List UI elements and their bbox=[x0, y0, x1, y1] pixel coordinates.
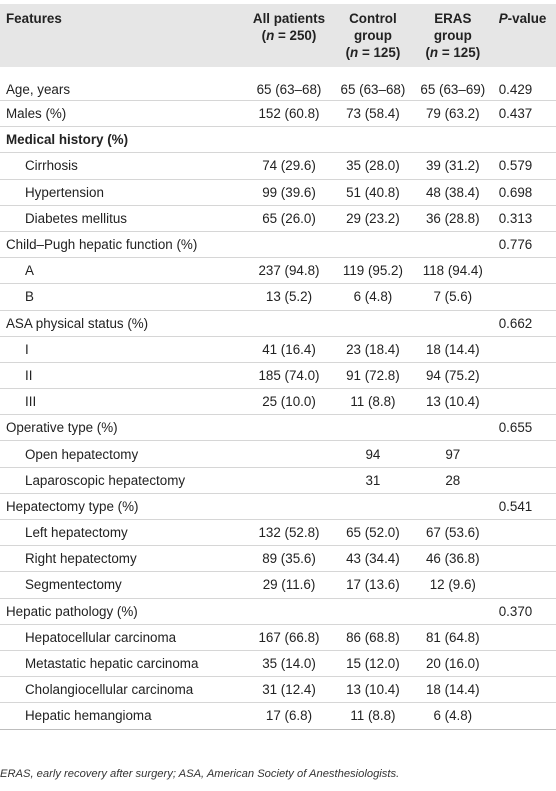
cell-feature: Diabetes mellitus bbox=[0, 205, 245, 231]
cell-eras-group bbox=[413, 127, 493, 153]
cell-control-group: 65 (63–68) bbox=[340, 82, 406, 97]
table-row bbox=[0, 336, 556, 362]
col-header-eras-line1: ERAS bbox=[434, 11, 472, 26]
cell-all-patients bbox=[245, 231, 333, 257]
cell-p-value: 0.370 bbox=[493, 598, 556, 624]
cell-control-group bbox=[333, 415, 413, 441]
cell-all-patients: 35 (14.0) bbox=[245, 650, 333, 676]
cell-all-patients: 132 (52.8) bbox=[245, 520, 333, 546]
cell-feature: Right hepatectomy bbox=[0, 546, 245, 572]
table-row bbox=[0, 362, 556, 388]
cell-p-value bbox=[493, 258, 556, 284]
cell-eras-group bbox=[413, 310, 493, 336]
cell-control-group: 29 (23.2) bbox=[333, 205, 413, 231]
cell-eras-group bbox=[413, 493, 493, 519]
cell-feature: Cholangiocellular carcinoma bbox=[0, 677, 245, 703]
cell-control-group: 73 (58.4) bbox=[333, 101, 413, 127]
table-row bbox=[0, 284, 556, 310]
cell-eras-group: 12 (9.6) bbox=[413, 572, 493, 598]
cell-control-group: 13 (10.4) bbox=[333, 677, 413, 703]
cell-control-group bbox=[333, 127, 413, 153]
cell-all-patients: 185 (74.0) bbox=[245, 362, 333, 388]
cell-p-value bbox=[493, 389, 556, 415]
cell-eras-group: 48 (38.4) bbox=[413, 179, 493, 205]
col-header-all-patients bbox=[245, 4, 333, 67]
cell-feature: Males (%) bbox=[0, 101, 245, 127]
cell-eras-group bbox=[413, 598, 493, 624]
cell-control-group: 17 (13.6) bbox=[333, 572, 413, 598]
cell-eras-group: 97 bbox=[413, 441, 493, 467]
cell-eras-group: 7 (5.6) bbox=[413, 284, 493, 310]
table-row bbox=[0, 598, 556, 624]
table-row bbox=[0, 67, 556, 101]
col-header-eras-line2: group bbox=[433, 28, 472, 43]
cell-feature: Hepatic hemangioma bbox=[0, 703, 245, 729]
cell-p-value bbox=[493, 441, 556, 467]
cell-p-value: 0.655 bbox=[493, 415, 556, 441]
cell-p-value: 0.313 bbox=[493, 205, 556, 231]
table-body bbox=[0, 67, 556, 729]
cell-feature: Segmentectomy bbox=[0, 572, 245, 598]
cell-all-patients: 41 (16.4) bbox=[245, 336, 333, 362]
table-row bbox=[0, 258, 556, 284]
cell-p-value: 0.541 bbox=[493, 493, 556, 519]
cell-control-group: 15 (12.0) bbox=[333, 650, 413, 676]
table-row bbox=[0, 310, 556, 336]
table-row bbox=[0, 624, 556, 650]
table-header bbox=[0, 4, 556, 67]
cell-control-group bbox=[333, 310, 413, 336]
col-header-control-line2: group bbox=[353, 28, 392, 43]
cell-feature: III bbox=[0, 389, 245, 415]
table-row bbox=[0, 703, 556, 729]
table-row bbox=[0, 389, 556, 415]
cell-all-patients: 65 (63–68) bbox=[256, 82, 322, 97]
col-header-control-line3: (n = 125) bbox=[345, 45, 401, 60]
table-row bbox=[0, 546, 556, 572]
cell-eras-group: 28 bbox=[413, 467, 493, 493]
cell-feature: Operative type (%) bbox=[0, 415, 245, 441]
cell-feature: Hepatic pathology (%) bbox=[0, 598, 245, 624]
cell-eras-group: 79 (63.2) bbox=[413, 101, 493, 127]
cell-p-value bbox=[493, 127, 556, 153]
cell-eras-group: 67 (53.6) bbox=[413, 520, 493, 546]
cell-eras-group: 13 (10.4) bbox=[413, 389, 493, 415]
cell-control-group: 51 (40.8) bbox=[333, 179, 413, 205]
col-header-p-value-text: P-value bbox=[498, 11, 547, 26]
cell-feature: Left hepatectomy bbox=[0, 520, 245, 546]
cell-all-patients bbox=[245, 441, 333, 467]
cell-eras-group: 65 (63–69) bbox=[420, 82, 486, 97]
cell-eras-group: 18 (14.4) bbox=[413, 336, 493, 362]
cell-p-value bbox=[493, 284, 556, 310]
cell-p-value: 0.429 bbox=[498, 82, 533, 97]
cell-all-patients: 152 (60.8) bbox=[245, 101, 333, 127]
cell-all-patients bbox=[245, 310, 333, 336]
cell-p-value bbox=[493, 677, 556, 703]
col-header-control-group bbox=[333, 4, 413, 67]
cell-all-patients: 74 (29.6) bbox=[245, 153, 333, 179]
cell-p-value: 0.662 bbox=[493, 310, 556, 336]
cell-all-patients: 13 (5.2) bbox=[245, 284, 333, 310]
cell-p-value: 0.579 bbox=[493, 153, 556, 179]
cell-control-group: 6 (4.8) bbox=[333, 284, 413, 310]
cell-all-patients bbox=[245, 415, 333, 441]
cell-feature: I bbox=[0, 336, 245, 362]
table-row bbox=[0, 205, 556, 231]
cell-all-patients bbox=[245, 467, 333, 493]
cell-feature: Laparoscopic hepatectomy bbox=[0, 467, 245, 493]
cell-eras-group: 81 (64.8) bbox=[413, 624, 493, 650]
cell-control-group: 35 (28.0) bbox=[333, 153, 413, 179]
cell-eras-group bbox=[413, 415, 493, 441]
table-row bbox=[0, 415, 556, 441]
cell-feature: Metastatic hepatic carcinoma bbox=[0, 650, 245, 676]
cell-p-value: 0.437 bbox=[493, 101, 556, 127]
table-row bbox=[0, 153, 556, 179]
cell-all-patients bbox=[245, 493, 333, 519]
cell-feature: Age, years bbox=[6, 82, 71, 97]
cell-all-patients: 29 (11.6) bbox=[245, 572, 333, 598]
cell-feature: Open hepatectomy bbox=[0, 441, 245, 467]
cell-control-group: 43 (34.4) bbox=[333, 546, 413, 572]
cell-p-value bbox=[493, 572, 556, 598]
table-footnote: ERAS, early recovery after surgery; ASA, American Society of Anesthesiologists. bbox=[0, 768, 400, 780]
table-row bbox=[0, 179, 556, 205]
table-row bbox=[0, 520, 556, 546]
cell-control-group: 11 (8.8) bbox=[333, 703, 413, 729]
cell-control-group: 91 (72.8) bbox=[333, 362, 413, 388]
cell-p-value bbox=[493, 624, 556, 650]
cell-all-patients bbox=[245, 127, 333, 153]
col-header-features-text: Features bbox=[6, 11, 62, 26]
cell-all-patients: 25 (10.0) bbox=[245, 389, 333, 415]
cell-feature: A bbox=[0, 258, 245, 284]
cell-all-patients: 65 (26.0) bbox=[245, 205, 333, 231]
table-row bbox=[0, 493, 556, 519]
cell-control-group: 23 (18.4) bbox=[333, 336, 413, 362]
cell-eras-group: 39 (31.2) bbox=[413, 153, 493, 179]
table-row bbox=[0, 650, 556, 676]
cell-control-group bbox=[333, 231, 413, 257]
table-row bbox=[0, 127, 556, 153]
col-header-all-line2: (n = 250) bbox=[261, 28, 317, 43]
cell-all-patients: 89 (35.6) bbox=[245, 546, 333, 572]
cell-feature: Cirrhosis bbox=[0, 153, 245, 179]
cell-p-value bbox=[493, 362, 556, 388]
cell-feature: ASA physical status (%) bbox=[0, 310, 245, 336]
cell-control-group: 119 (95.2) bbox=[333, 258, 413, 284]
cell-eras-group: 36 (28.8) bbox=[413, 205, 493, 231]
cell-control-group: 31 bbox=[333, 467, 413, 493]
cell-feature: II bbox=[0, 362, 245, 388]
cell-p-value bbox=[493, 546, 556, 572]
col-header-control-line1: Control bbox=[349, 11, 397, 26]
cell-eras-group bbox=[413, 231, 493, 257]
cell-control-group: 94 bbox=[333, 441, 413, 467]
cell-p-value: 0.698 bbox=[493, 179, 556, 205]
cell-all-patients: 31 (12.4) bbox=[245, 677, 333, 703]
cell-feature: Hepatocellular carcinoma bbox=[0, 624, 245, 650]
table-row bbox=[0, 467, 556, 493]
col-header-eras-group bbox=[413, 4, 493, 67]
table-row bbox=[0, 231, 556, 257]
cell-feature: Hepatectomy type (%) bbox=[0, 493, 245, 519]
cell-p-value: 0.776 bbox=[493, 231, 556, 257]
cell-feature: B bbox=[0, 284, 245, 310]
cell-all-patients: 99 (39.6) bbox=[245, 179, 333, 205]
cell-feature: Medical history (%) bbox=[0, 127, 245, 153]
cell-control-group: 86 (68.8) bbox=[333, 624, 413, 650]
cell-all-patients: 17 (6.8) bbox=[245, 703, 333, 729]
col-header-eras-line3: (n = 125) bbox=[425, 45, 481, 60]
cell-p-value bbox=[493, 520, 556, 546]
cell-all-patients: 167 (66.8) bbox=[245, 624, 333, 650]
cell-eras-group: 94 (75.2) bbox=[413, 362, 493, 388]
cell-feature: Hypertension bbox=[0, 179, 245, 205]
cell-p-value bbox=[493, 703, 556, 729]
baseline-characteristics-table bbox=[0, 4, 556, 730]
cell-all-patients bbox=[245, 598, 333, 624]
col-header-all-line1: All patients bbox=[252, 11, 326, 26]
cell-feature: Child–Pugh hepatic function (%) bbox=[0, 231, 245, 257]
cell-control-group: 65 (52.0) bbox=[333, 520, 413, 546]
cell-control-group bbox=[333, 598, 413, 624]
cell-eras-group: 20 (16.0) bbox=[413, 650, 493, 676]
cell-p-value bbox=[493, 467, 556, 493]
table-row bbox=[0, 441, 556, 467]
cell-eras-group: 18 (14.4) bbox=[413, 677, 493, 703]
col-header-p-value bbox=[493, 4, 556, 67]
table-row bbox=[0, 101, 556, 127]
cell-p-value bbox=[493, 336, 556, 362]
header-row bbox=[0, 4, 556, 67]
cell-control-group: 11 (8.8) bbox=[333, 389, 413, 415]
cell-eras-group: 118 (94.4) bbox=[413, 258, 493, 284]
cell-eras-group: 6 (4.8) bbox=[413, 703, 493, 729]
cell-control-group bbox=[333, 493, 413, 519]
table-row bbox=[0, 677, 556, 703]
col-header-features bbox=[0, 4, 245, 67]
cell-p-value bbox=[493, 650, 556, 676]
cell-eras-group: 46 (36.8) bbox=[413, 546, 493, 572]
cell-all-patients: 237 (94.8) bbox=[245, 258, 333, 284]
table-row bbox=[0, 572, 556, 598]
